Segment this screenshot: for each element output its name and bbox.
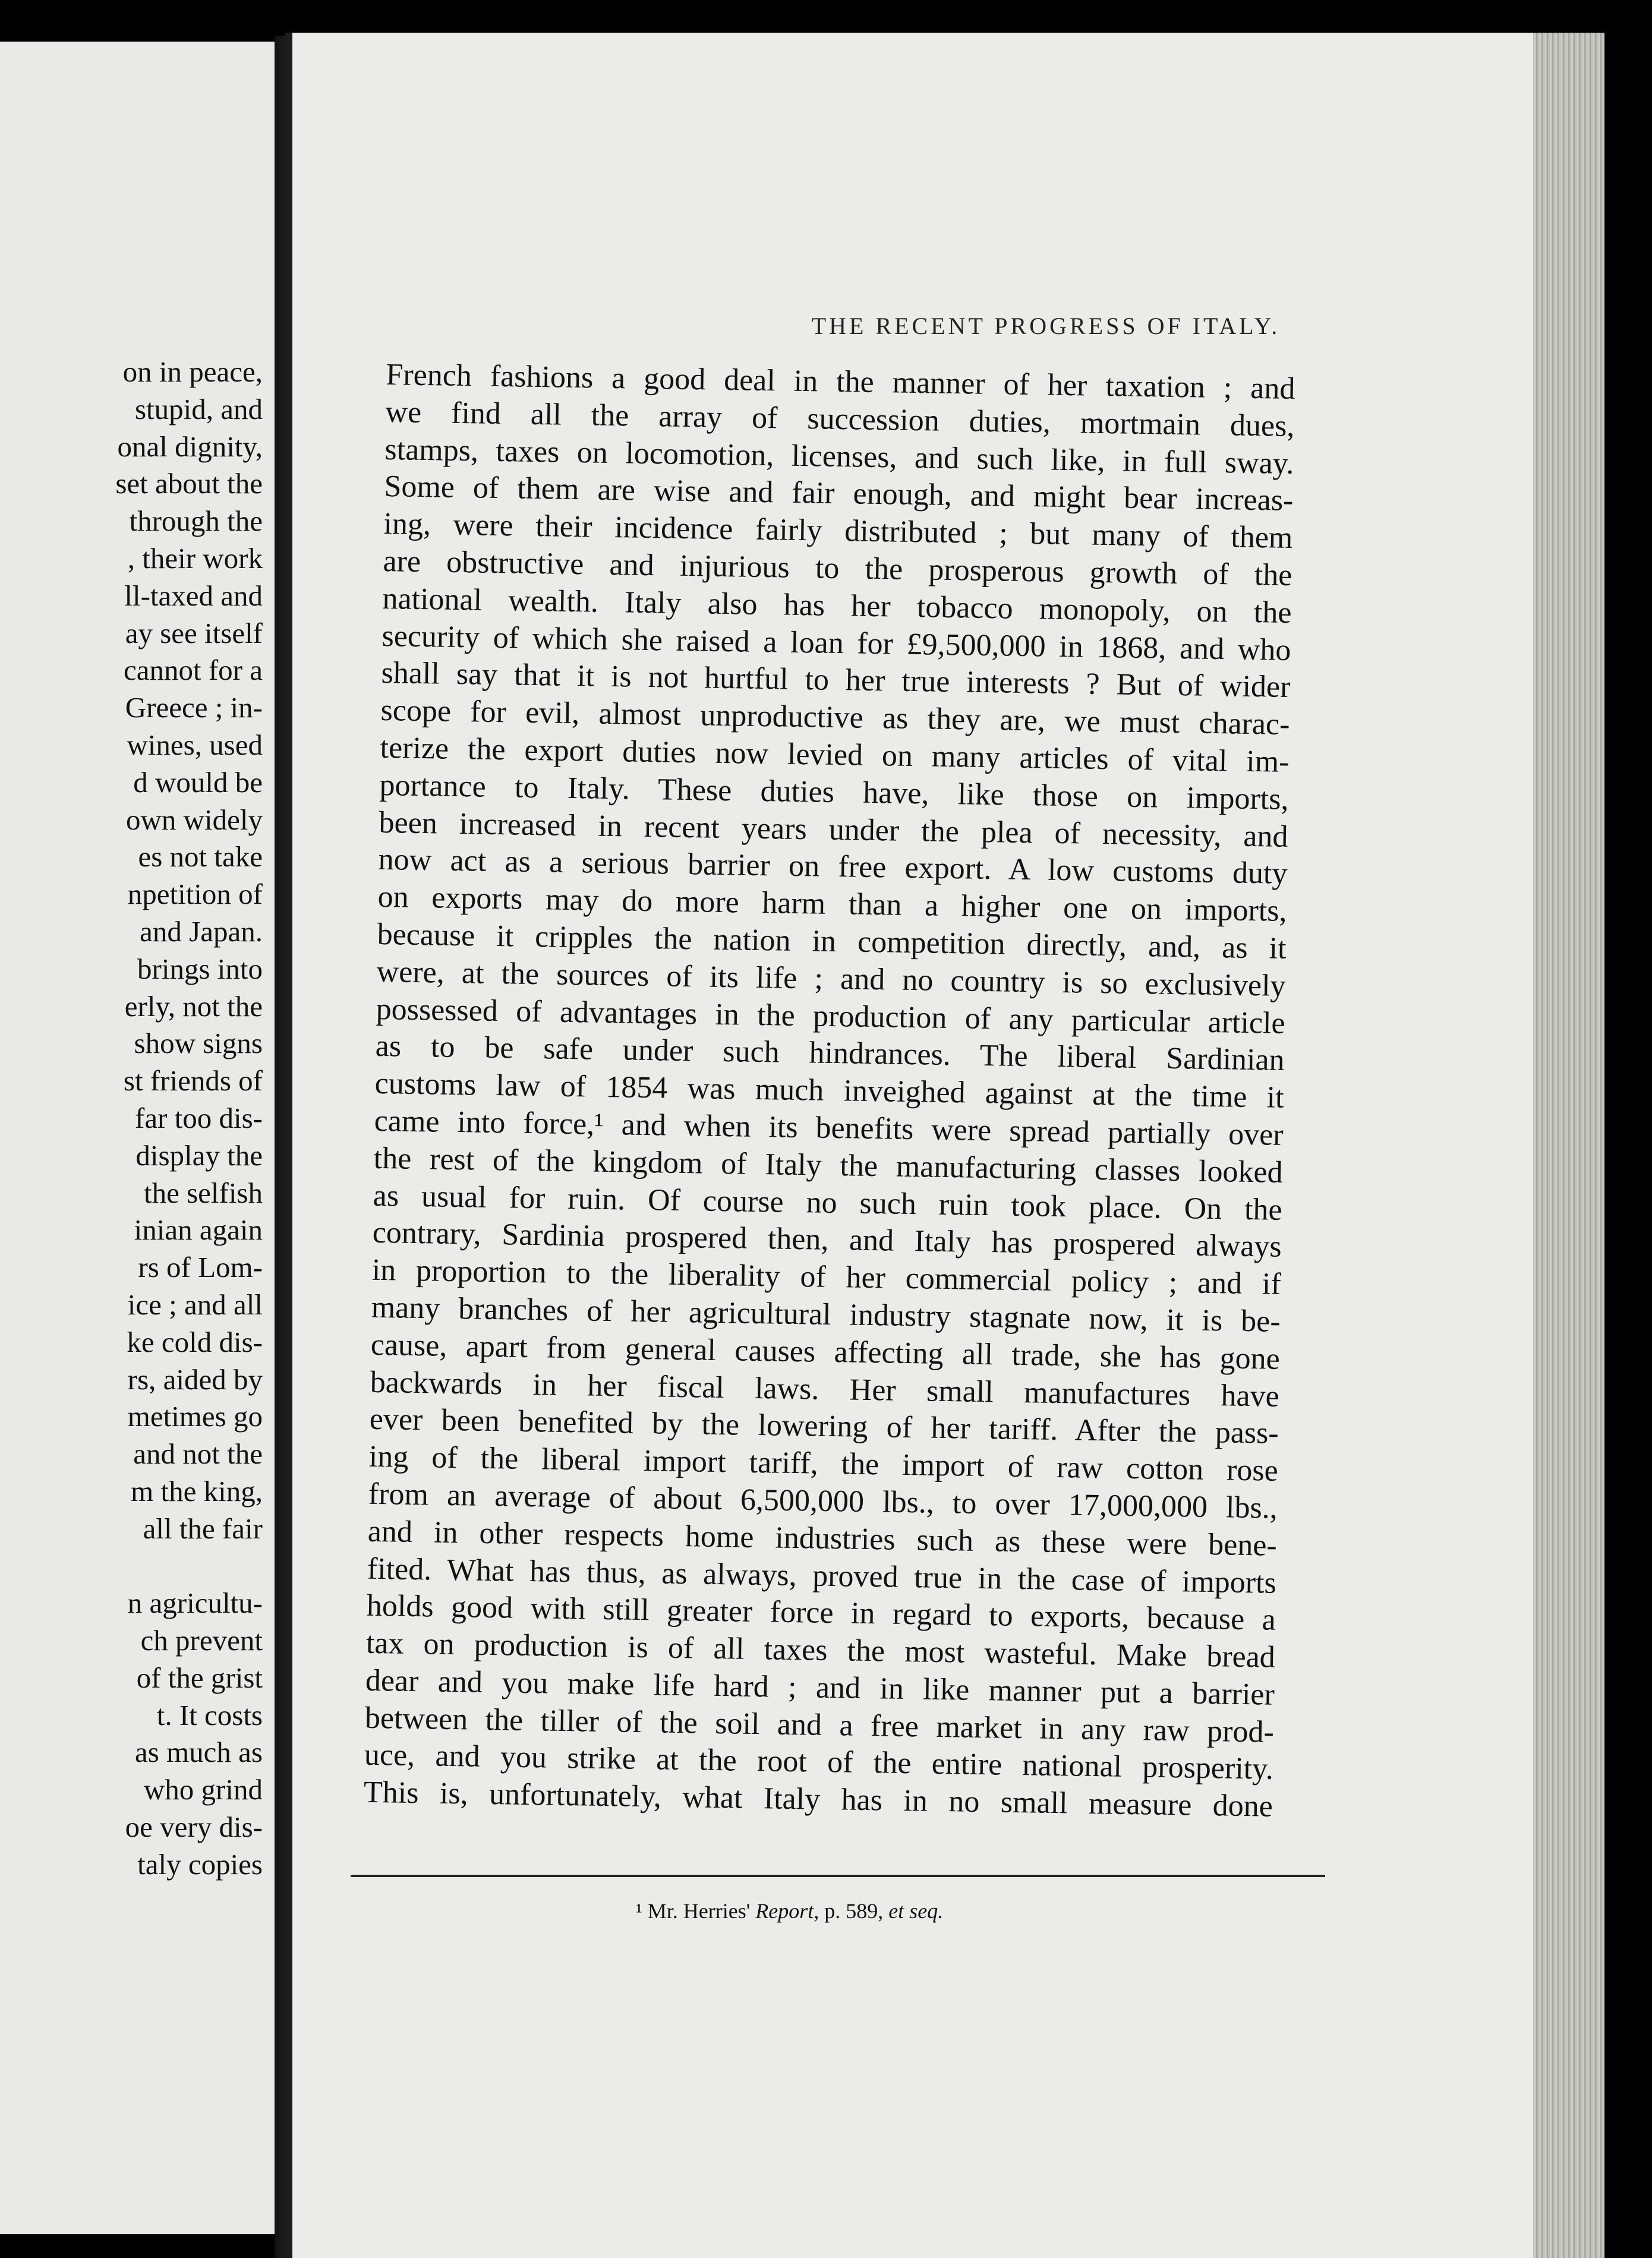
body-line: national wealth. Italy also has her tobacco monopoly, on the <box>382 581 1292 630</box>
left-page-line: , their work <box>127 541 263 575</box>
body-line: terize the export duties now levied on many articles of vital im- <box>380 730 1290 779</box>
body-line: stamps, taxes on locomotion, licenses, and such like, in full sway. <box>384 432 1294 481</box>
running-head: THE RECENT PROGRESS OF ITALY. <box>811 313 1281 339</box>
left-page-line: inian again <box>134 1213 263 1247</box>
left-page-text <box>0 354 263 1884</box>
body-line: Some of them are wise and fair enough, and might bear increas- <box>384 469 1294 518</box>
page-edges <box>1533 33 1604 2258</box>
body-line: as to be safe under such hindrances. The liberal Sardinian <box>375 1029 1285 1078</box>
left-page-line: show signs <box>134 1027 263 1060</box>
left-page-line: onal dignity, <box>117 430 263 463</box>
left-page-line: far too dis- <box>135 1101 263 1134</box>
body-line: came into force,¹ and when its benefits were spread partially over <box>374 1103 1284 1152</box>
body-line: because it cripples the nation in competition directly, and, as it <box>377 917 1287 966</box>
footnote-marker: ¹ <box>636 1899 642 1923</box>
body-line: in proportion to the liberality of her commercial policy ; and if <box>371 1253 1282 1301</box>
body-line: been increased in recent years under the plea of necessity, and <box>379 805 1288 854</box>
body-line: were, at the sources of its life ; and no country is so exclusively <box>376 954 1286 1003</box>
footnote-seq: et seq. <box>888 1899 944 1923</box>
body-line: possessed of advantages in the production of any particular article <box>376 992 1286 1040</box>
left-page-line: erly, not the <box>124 989 263 1023</box>
footnote-rule <box>351 1875 1325 1877</box>
left-page-line: npetition of <box>127 878 263 911</box>
left-page-line: of the grist <box>136 1661 263 1694</box>
body-line: security of which she raised a loan for £9,500,000 in 1868, and who <box>382 619 1291 667</box>
body-line: from an average of about 6,500,000 lbs., to over 17,000,000 lbs., <box>368 1477 1278 1525</box>
left-page-line: stupid, and <box>134 392 263 425</box>
body-line: customs law of 1854 was much inveighed against at the time it <box>374 1066 1285 1115</box>
body-line: dear and you make life hard ; and in like manner put a barrier <box>365 1663 1275 1712</box>
body-line: many branches of her agricultural industry stagnate now, it is be- <box>371 1290 1281 1339</box>
footnote-work: Report, <box>755 1899 819 1923</box>
left-page-line: own widely <box>126 803 263 836</box>
body-line: ever been benefited by the lowering of her tariff. After the pass- <box>369 1402 1279 1451</box>
body-line: and in other respects home industries such as these were bene- <box>367 1514 1278 1563</box>
left-page-line: brings into <box>137 952 263 985</box>
left-page-line: wines, used <box>127 728 263 761</box>
body-line: French fashions a good deal in the manner of her taxation ; and <box>386 357 1295 406</box>
body-line: as usual for ruin. Of course no such ruin took place. On the <box>373 1178 1283 1227</box>
body-line: we find all the array of succession duties, mortmain dues, <box>385 395 1295 443</box>
right-page <box>285 33 1604 2258</box>
body-line: portance to Italy. These duties have, like those on imports, <box>379 768 1289 816</box>
left-page-line: metimes go <box>127 1400 263 1433</box>
body-line: on exports may do more harm than a higher one on imports, <box>377 880 1287 929</box>
left-page-line: es not take <box>138 840 263 873</box>
left-page-line: on in peace, <box>122 355 263 388</box>
body-line: cause, apart from general causes affecting all trade, she has gone <box>370 1327 1281 1376</box>
body-line: shall say that it is not hurtful to her true interests ? But of wider <box>381 656 1291 705</box>
left-page-line: and not the <box>133 1437 263 1471</box>
body-line: now act as a serious barrier on free export. A low customs duty <box>378 843 1288 891</box>
left-page-line: ay see itself <box>125 616 263 649</box>
left-page-line: through the <box>129 504 263 538</box>
left-page-line: who grind <box>143 1773 263 1806</box>
left-page-line: the selfish <box>143 1176 263 1209</box>
left-page-line: cannot for a <box>124 654 263 687</box>
left-page-line: n agricultu- <box>127 1587 263 1620</box>
footnote-author: Mr. Herries' <box>647 1899 751 1923</box>
body-line: tax on production is of all taxes the most wasteful. Make bread <box>365 1626 1276 1674</box>
left-page-line: Greece ; in- <box>125 691 263 724</box>
left-page-line: taly copies <box>137 1847 263 1881</box>
footnote <box>636 1899 943 1923</box>
left-page-line: as much as <box>135 1736 263 1769</box>
page-header <box>585 288 1604 359</box>
left-page-line: rs of Lom- <box>138 1251 263 1284</box>
left-page-line: display the <box>135 1139 263 1172</box>
footnote-page: p. 589, <box>824 1899 884 1923</box>
body-line: are obstructive and injurious to the prosperous growth of the <box>383 544 1292 592</box>
page-gutter <box>285 33 292 2258</box>
body-line: ing, were their incidence fairly distributed ; but many of them <box>383 507 1293 556</box>
left-page-line: all the fair <box>143 1512 263 1545</box>
left-page <box>0 42 280 2234</box>
body-line: ing of the liberal import tariff, the import of raw cotton rose <box>368 1439 1279 1488</box>
left-page-line: m the king, <box>131 1474 263 1508</box>
body-line: contrary, Sardinia prospered then, and Italy has prospered always <box>372 1216 1282 1264</box>
body-line: between the tiller of the soil and a free market in any raw prod- <box>364 1701 1275 1749</box>
left-page-line: ice ; and all <box>127 1288 263 1321</box>
left-page-line: ch prevent <box>140 1624 263 1657</box>
body-line: scope for evil, almost unproductive as they are, we must charac- <box>380 693 1290 742</box>
body-line: backwards in her fiscal laws. Her small manufactures have <box>370 1365 1280 1414</box>
body-text <box>364 357 1295 1826</box>
paragraph-gap <box>0 1548 263 1585</box>
body-line: This is, unfortunately, what Italy has in no small measure done <box>363 1775 1273 1824</box>
body-line: holds good with still greater force in regard to exports, because a <box>366 1589 1276 1638</box>
left-page-line: ke cold dis- <box>127 1325 263 1358</box>
left-page-line: and Japan. <box>140 914 263 948</box>
left-page-line: oe very dis- <box>125 1811 263 1844</box>
body-line: fited. What has thus, as always, proved true in the case of imports <box>367 1551 1277 1600</box>
left-page-line: st friends of <box>123 1064 263 1098</box>
body-line: the rest of the kingdom of Italy the manufacturing classes looked <box>373 1141 1284 1190</box>
left-page-line: rs, aided by <box>127 1363 263 1396</box>
left-page-line: set about the <box>115 467 263 500</box>
left-page-line: ll-taxed and <box>124 579 263 612</box>
left-page-line: t. It costs <box>156 1698 263 1732</box>
body-line: uce, and you strike at the root of the entire national prosperity. <box>364 1738 1274 1787</box>
left-page-line: d would be <box>133 765 263 799</box>
